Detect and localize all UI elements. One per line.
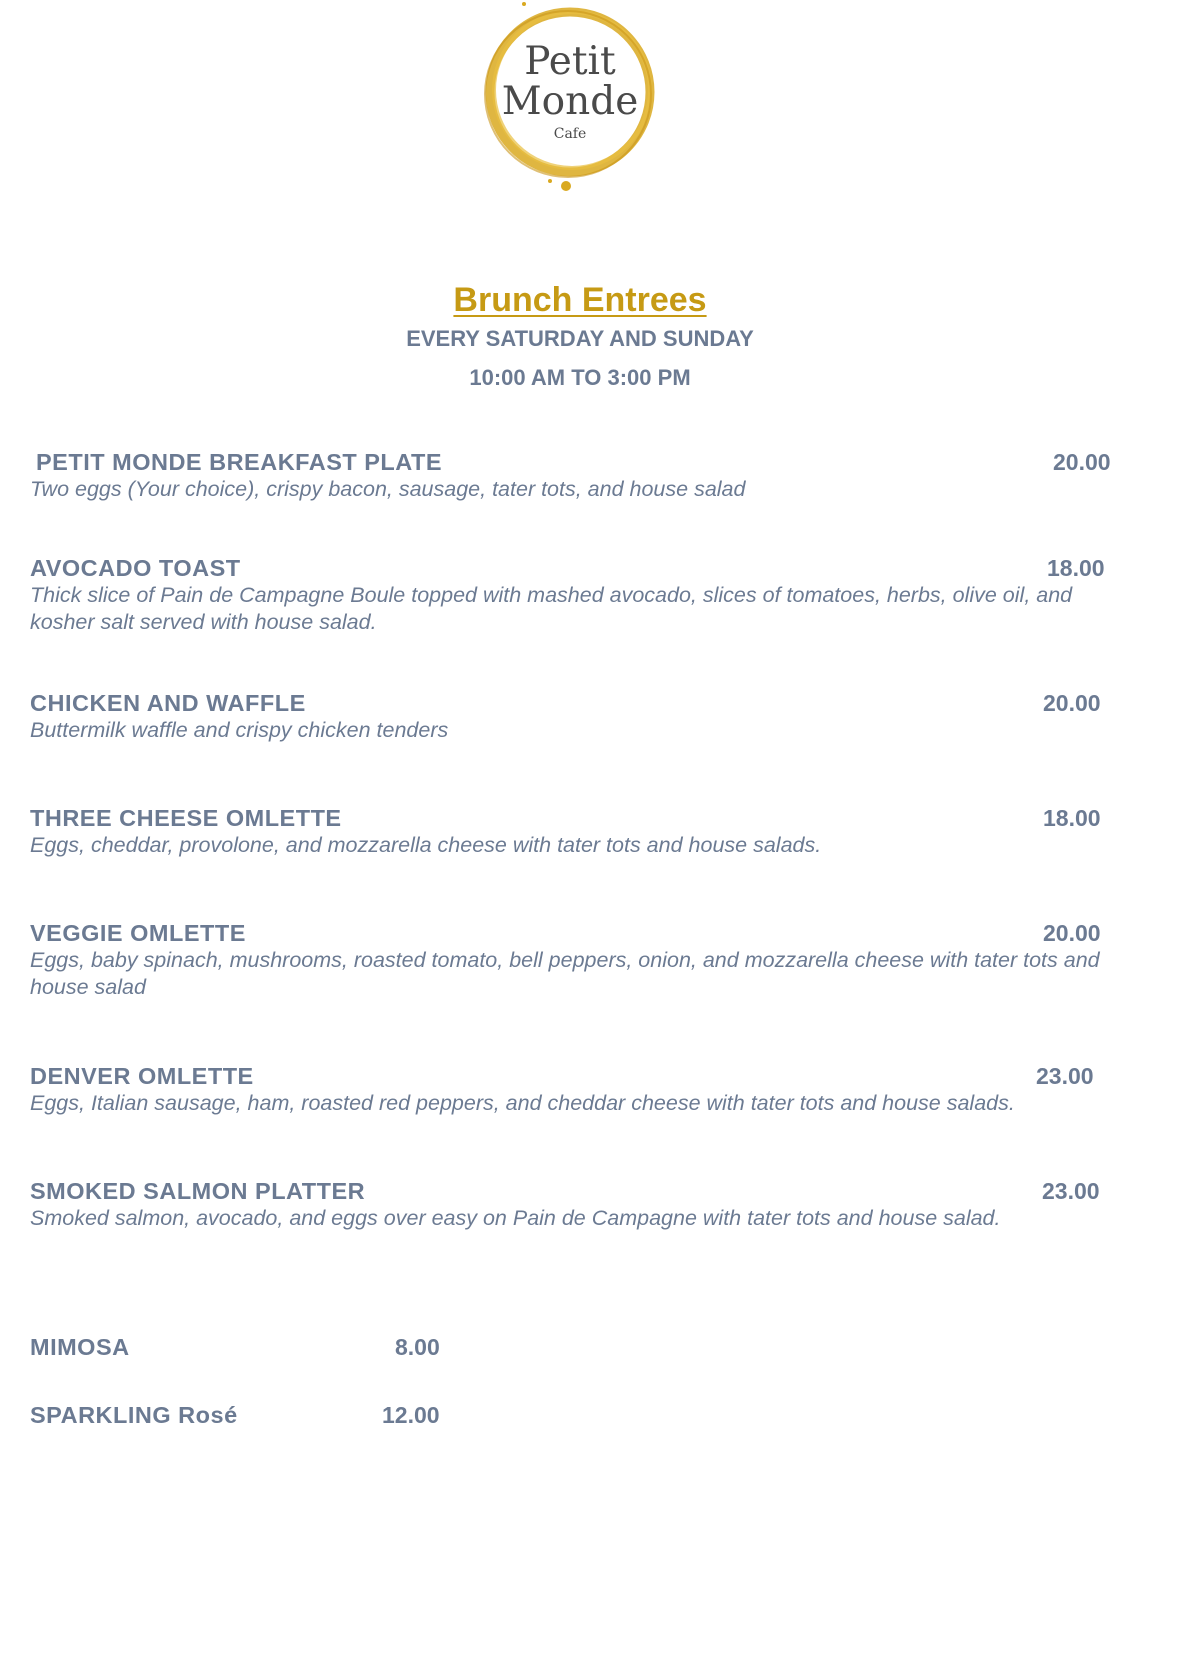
item-description: Eggs, baby spinach, mushrooms, roasted tomato, bell peppers, onion, and mozzarella cheese with tater tots and house salad: [30, 948, 1100, 999]
menu-item: [30, 804, 1140, 859]
menu-title: Brunch Entrees: [453, 281, 707, 319]
menu-item: [30, 689, 1140, 744]
menu-item: [30, 448, 1140, 503]
item-description: Two eggs (Your choice), crispy bacon, sausage, tater tots, and house salad: [30, 477, 746, 501]
drink-price: 12.00: [382, 1402, 440, 1428]
item-description: Eggs, Italian sausage, ham, roasted red peppers, and cheddar cheese with tater tots and house salads.: [30, 1091, 1015, 1115]
item-price: 20.00: [1053, 449, 1111, 475]
item-price: 23.00: [1042, 1178, 1100, 1204]
item-name: THREE CHEESE OMLETTE: [30, 805, 342, 831]
drink-name: SPARKLING Rosé: [30, 1402, 238, 1428]
drink-price: 8.00: [395, 1334, 440, 1360]
item-name: VEGGIE OMLETTE: [30, 920, 246, 946]
cafe-logo: [470, 0, 670, 200]
item-description: Smoked salmon, avocado, and eggs over easy on Pain de Campagne with tater tots and house salad.: [30, 1206, 1001, 1230]
menu-item: [30, 1062, 1140, 1117]
item-price: 20.00: [1043, 920, 1101, 946]
item-name: DENVER OMLETTE: [30, 1063, 254, 1089]
item-name: CHICKEN AND WAFFLE: [30, 690, 306, 716]
menu-item: [30, 919, 1140, 1001]
logo-subtitle: Cafe: [553, 126, 587, 142]
item-name: SMOKED SALMON PLATTER: [30, 1178, 366, 1204]
menu-hours: 10:00 AM TO 3:00 PM: [469, 365, 691, 390]
menu-item: [30, 1177, 1140, 1232]
menu-item: [30, 554, 1140, 636]
item-price: 18.00: [1043, 805, 1101, 831]
menu-days: EVERY SATURDAY AND SUNDAY: [406, 326, 754, 351]
item-name: AVOCADO TOAST: [30, 555, 241, 581]
logo-name: Petit Monde: [501, 39, 639, 124]
drink-name: MIMOSA: [30, 1334, 130, 1360]
item-price: 18.00: [1047, 555, 1105, 581]
item-price: 20.00: [1043, 690, 1101, 716]
item-price: 23.00: [1036, 1063, 1094, 1089]
item-description: Eggs, cheddar, provolone, and mozzarella cheese with tater tots and house salads.: [30, 833, 822, 857]
item-name: PETIT MONDE BREAKFAST PLATE: [36, 449, 443, 475]
item-description: Buttermilk waffle and crispy chicken tenders: [30, 718, 449, 742]
item-description: Thick slice of Pain de Campagne Boule topped with mashed avocado, slices of tomatoes, herbs, olive oil, and kosher salt served with house salad.: [30, 583, 1073, 634]
